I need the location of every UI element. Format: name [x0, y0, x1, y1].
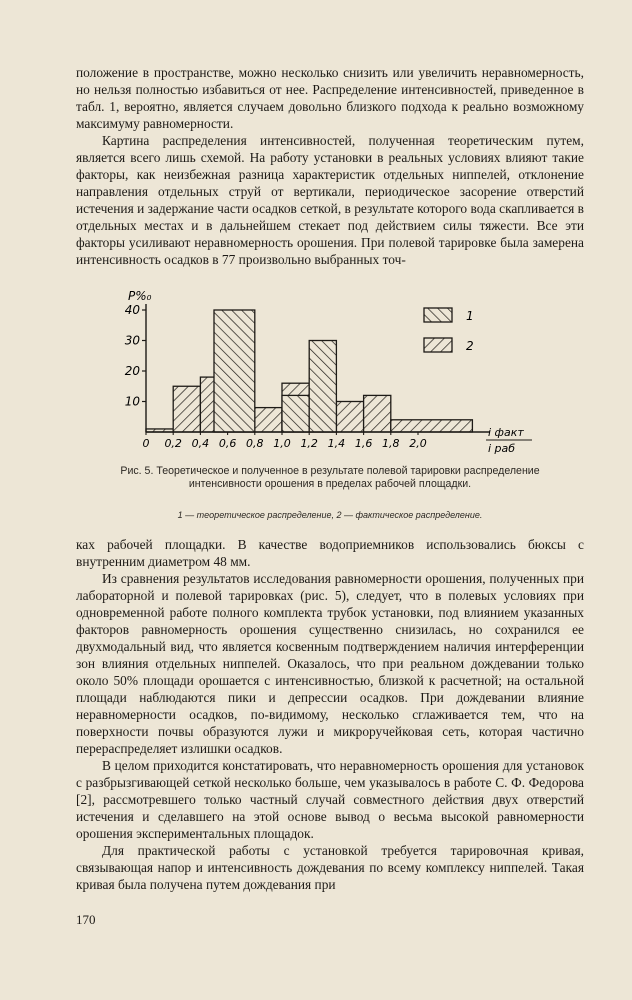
y-tick-label: 20: [124, 364, 140, 378]
x-axis-label-numerator: i факт: [488, 426, 524, 439]
x-tick-label: 1,0: [273, 437, 291, 450]
series-2-bar: [336, 402, 363, 433]
series-1-bar: [309, 341, 336, 433]
series-1-bar: [282, 395, 309, 432]
y-tick-label: 30: [124, 333, 140, 348]
histogram-figure: [104, 282, 554, 462]
x-tick-label: 0: [142, 437, 150, 450]
paragraph: В целом приходится констатировать, что неравномерность орошения для установок с разбрызгивающей сеткой несколько больше, чем указывалось в работе С. Ф. Федорова [2], рассмотревшего только частный случай совместного действия двух отверстий истечения и сделавшего на этой основе вывод о весьма высокой равномерности орошения экспериментальных площадок.: [76, 758, 584, 841]
paragraph: Из сравнения результатов исследования равномерности орошения, полученных при лабораторной и полевой тарировках (рис. 5), следует, что в полевых условиях при одновременной работе полного комплекта трубок установки, под влиянием указанных факторов равномерность орошения существенно снизилась, но сохранился ее двухмодальный вид, что является косвенным подтверждением наличия интерференции зон влияния отдельных ниппелей. Оказалось, что при реальном дождевании только около 50% площади орошается с интенсивностью, близкой к расчетной; на остальной площади наблюдаются пики и депрессии осадков. При дождевании влияние неравномерности осадков, по-видимому, несколько сглаживается тем, что на поверхности почвы образуются лужи и микроручейковая сеть, которая частично перераспределяет излишки осадков.: [76, 571, 584, 756]
legend-swatch-2: [424, 338, 452, 352]
x-tick-label: 0,4: [191, 437, 210, 450]
x-axis-label-denominator: i раб: [488, 442, 516, 455]
series-2-bar: [364, 395, 391, 432]
figure-legend-text: 1 — теоретическое распределение, 2 — фактическое распределение.: [177, 510, 483, 520]
y-tick-label: 10: [124, 394, 140, 409]
chart-legend: [424, 308, 474, 353]
legend-label-1: 1: [466, 309, 474, 323]
legend-swatch-1: [424, 308, 452, 322]
y-tick-label: 40: [124, 303, 140, 317]
series-2-bar: [173, 386, 200, 432]
paragraph: Картина распределения интенсивностей, полученная теоретическим путем, является всего лишь схемой. На работу установки в реальных условиях влияют такие факторы, как неизбежная разница характеристик отдельных ниппелей, отклонение направления отдельных струй от вертикали, периодическое засорение отверстий истечения и задержание части осадков сеткой, в результате которого вода скапливается в отдельных местах и в дальнейшем стекает под действием силы тяжести. Все эти факторы усиливают неравномерность орошения. При полевой тарировке была замерена интенсивность осадков в 77 произвольно выбранных точ-: [76, 133, 584, 267]
paragraph: положение в пространстве, можно несколько снизить или увеличить неравномерность, но нельзя полностью избавиться от нее. Распределение интенсивностей, приведенное в табл. 1, вероятно, является случаем довольно близкого подхода к реально возможному максимуму равномерности.: [76, 65, 584, 131]
page-number: 170: [76, 912, 96, 927]
legend-label-2: 2: [466, 339, 474, 353]
x-tick-label: 0,8: [246, 437, 264, 450]
series-2-bar: [255, 408, 282, 432]
x-tick-label: 1,8: [382, 437, 400, 450]
text-block-top: [76, 64, 584, 268]
text-block-main: [76, 536, 584, 893]
x-tick-label: 1,4: [327, 437, 346, 450]
figure-caption: Рис. 5. Теоретическое и полученное в результате полевой тарировки распределение интенсивности орошения в пределах рабочей площадки.: [120, 465, 540, 490]
paragraph: ках рабочей площадки. В качестве водоприемников использовались бюксы с внутренним диаметром 48 мм.: [76, 537, 584, 569]
x-tick-label: 1,6: [354, 437, 373, 450]
series-1-bar: [214, 310, 255, 432]
x-tick-label: 1,2: [300, 437, 318, 450]
y-axis-label: P%₀: [128, 289, 152, 303]
x-tick-label: 2,0: [409, 437, 427, 450]
series-2-bar: [391, 420, 473, 432]
x-tick-label: 0,6: [218, 437, 237, 450]
paragraph: Для практической работы с установкой требуется тарировочная кривая, связывающая напор и интенсивность дождевания по всему комплексу ниппелей. Такая кривая была получена путем дождевания при: [76, 843, 584, 892]
x-tick-label: 0,2: [164, 437, 182, 450]
